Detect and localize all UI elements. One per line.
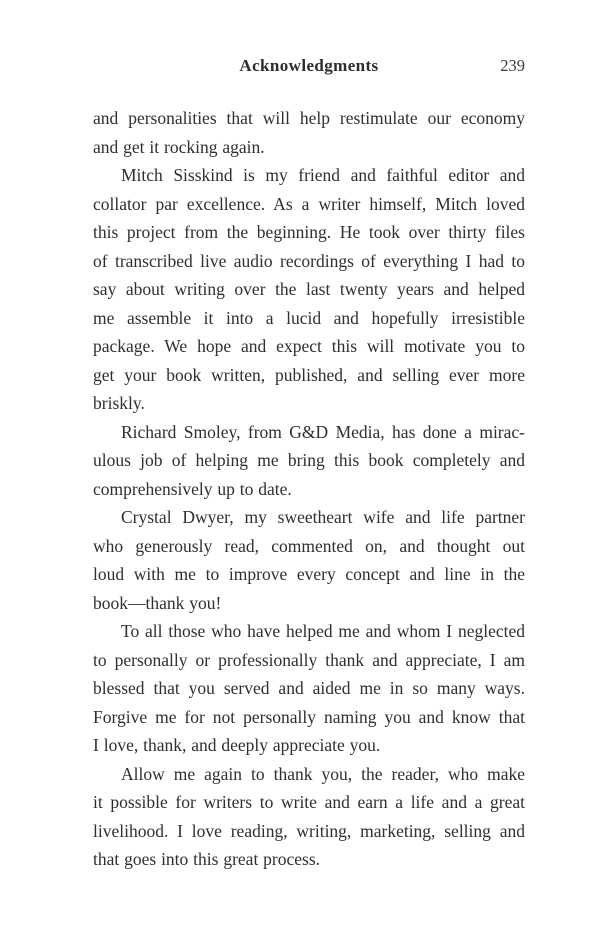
text-line: who generously read, commented on, and thought out [93,535,525,556]
text-line: that goes into this great process. [93,849,321,869]
text-line: ulous job of helping me bring this book completely and [93,450,525,470]
text-line: collator par excellence. As a writer himself, Mitch loved [93,193,525,214]
text-line: and get it rocking again. [93,136,265,157]
text-line: briskly. [93,393,145,413]
paragraph [93,760,525,874]
text-line: me assemble it into a lucid and hopefully irresistible [93,307,525,328]
paragraph [93,161,525,418]
paragraph [93,104,525,161]
text-line: this project from the beginning. He took over thirty files [93,222,525,242]
text-column [93,55,525,874]
text-line: To all those who have helped me and whom I neglected [121,621,525,641]
text-line: of transcribed live audio recordings of everything I had to [93,250,525,271]
page-body [93,104,525,874]
page-header [93,55,525,77]
page-number: 239 [500,56,525,75]
text-line: book—thank you! [93,592,222,613]
text-line: loud with me to improve every concept and line in the [93,564,525,584]
text-line: and personalities that will help restimulate our economy [93,108,525,128]
text-line: Forgive me for not personally naming you and know that [93,706,525,727]
text-line: I love, thank, and deeply appreciate you. [93,735,381,755]
running-head: Acknowledgments [239,56,379,75]
paragraph [93,418,525,504]
text-line: livelihood. I love reading, writing, marketing, selling and [93,820,525,841]
text-line: say about writing over the last twenty years and helped [93,279,525,299]
text-line: blessed that you served and aided me in so many ways. [93,678,525,698]
text-line: Allow me again to thank you, the reader, who make [121,763,525,784]
text-line: to personally or professionally thank and appreciate, I am [93,649,525,670]
text-line: it possible for writers to write and earn a life and a great [93,792,525,812]
text-line: get your book written, published, and selling ever more [93,364,525,385]
text-line: Richard Smoley, from G&D Media, has done a mirac- [121,421,525,442]
text-line: Crystal Dwyer, my sweetheart wife and life partner [121,507,525,527]
paragraph [93,617,525,760]
text-line: package. We hope and expect this will motivate you to [93,336,525,356]
paragraph [93,503,525,617]
text-line: comprehensively up to date. [93,478,292,499]
text-line: Mitch Sisskind is my friend and faithful editor and [121,165,525,185]
